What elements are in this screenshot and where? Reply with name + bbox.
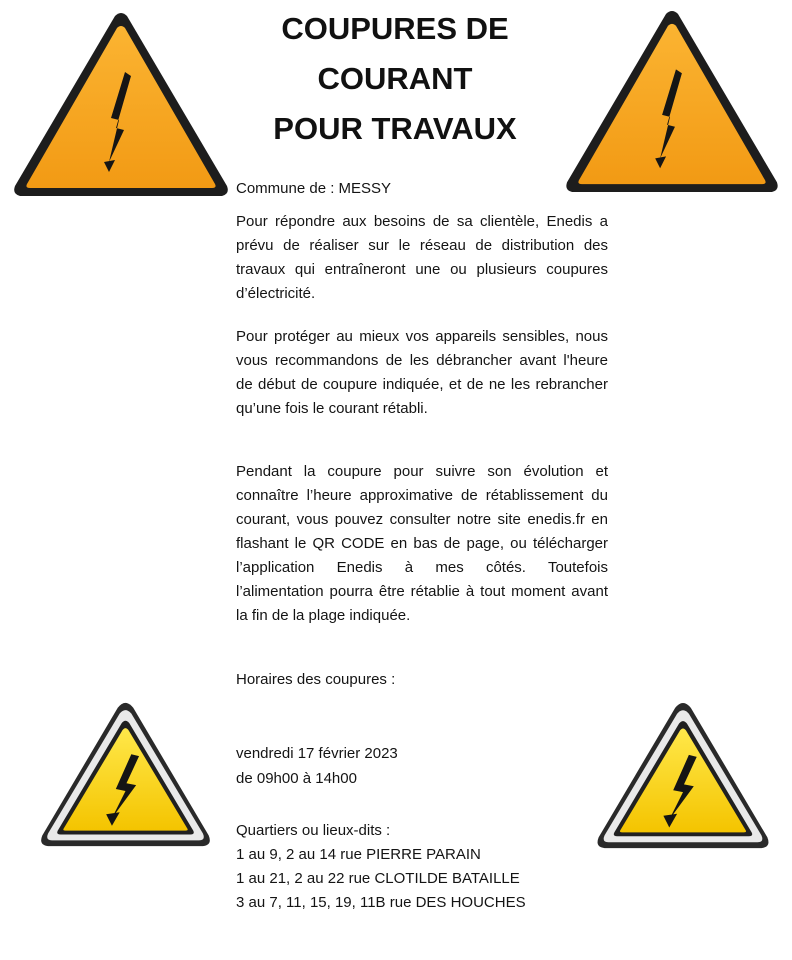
paragraph-intro: Pour répondre aux besoins de sa clientèle, Enedis a prévu de réaliser sur le réseau de distribution des travaux qui entraîneront une ou plusieurs coupures d’électricité. [236,213,608,302]
paragraph-protection: Pour protéger au mieux vos appareils sensibles, nous vous recommandons de les débrancher avant l'heure de début de coupure indiquée, et de ne les rebrancher qu’une fois le courant rétabli. [236,328,608,417]
location-item: 1 au 9, 2 au 14 rue PIERRE PARAIN [236,846,481,863]
high-voltage-warning-icon [594,700,772,852]
paragraph-tracking: Pendant la coupure pour suivre son évolution et connaître l’heure approximative de rétablissement du courant, vous pouvez consulter notre site enedis.fr en flashant le QR CODE en bas de page, ou télécharger l’application Enedis à mes côtés. Toutefois l’alimentation pourra être rétablie à tout moment avant la fin de la plage indiquée. [236,463,608,624]
high-voltage-warning-icon [563,8,781,196]
schedule-date: vendredi 17 février 2023 [236,745,398,762]
location-item: 1 au 21, 2 au 22 rue CLOTILDE BATAILLE [236,870,520,887]
title-line-1: COUPURES DE [281,11,509,46]
locations-heading: Quartiers ou lieux-dits : [236,822,391,839]
schedule-time: de 09h00 à 14h00 [236,770,357,787]
commune-label: Commune de : MESSY [236,180,392,197]
schedule-heading: Horaires des coupures : [236,671,396,688]
high-voltage-warning-icon [38,700,213,850]
title-line-2: COURANT [317,61,473,96]
title-line-3: POUR TRAVAUX [273,111,517,146]
page-title [225,4,565,154]
location-item: 3 au 7, 11, 15, 19, 11B rue DES HOUCHES [236,894,526,911]
high-voltage-warning-icon [10,10,232,200]
